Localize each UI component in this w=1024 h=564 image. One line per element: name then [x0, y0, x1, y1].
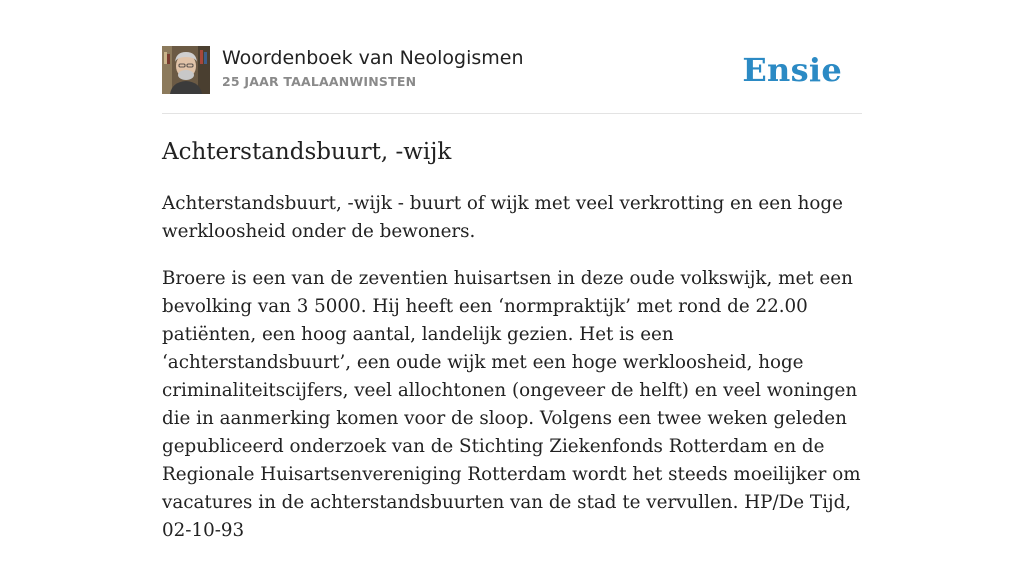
author-portrait-icon [162, 46, 210, 94]
publication-header [162, 46, 862, 96]
publication-tagline: 25 JAAR TAALAANWINSTEN [222, 74, 417, 89]
entry-quote: Broere is een van de zeventien huisartsen in deze oude volkswijk, met een bevolking van 3 5000. Hij heeft een ‘normpraktijk’ met rond de 22.00 patiënten, een hoog aantal, landelijk gezien. Het is een ‘achterstandsbuurt’, een oude wijk met een hoge werkloosheid, hoge criminaliteitscijfers, veel allochtonen (ongeveer de helft) en veel woningen die in aanmerking komen voor de sloop. Volgens een twee weken geleden gepubliceerd onderzoek van de Stichting Ziekenfonds Rotterdam en de Regionale Huisartsenvereniging Rotterdam wordt het steeds moeilijker om vacatures in de achterstandsbuurten van de stad te vervullen. HP/De Tijd, 02-10-93 [162, 268, 861, 541]
author-avatar[interactable] [162, 46, 210, 94]
ensie-logo[interactable]: Ensie [742, 51, 842, 89]
header-divider [162, 113, 862, 114]
entry-title: Achterstandsbuurt, -wijk [162, 139, 452, 165]
publication-name[interactable]: Woordenboek van Neologismen [222, 47, 524, 69]
entry-definition: Achterstandsbuurt, -wijk - buurt of wijk met veel verkrotting en een hoge werkloosheid onder de bewoners. [162, 193, 843, 242]
entry-body [162, 190, 862, 564]
